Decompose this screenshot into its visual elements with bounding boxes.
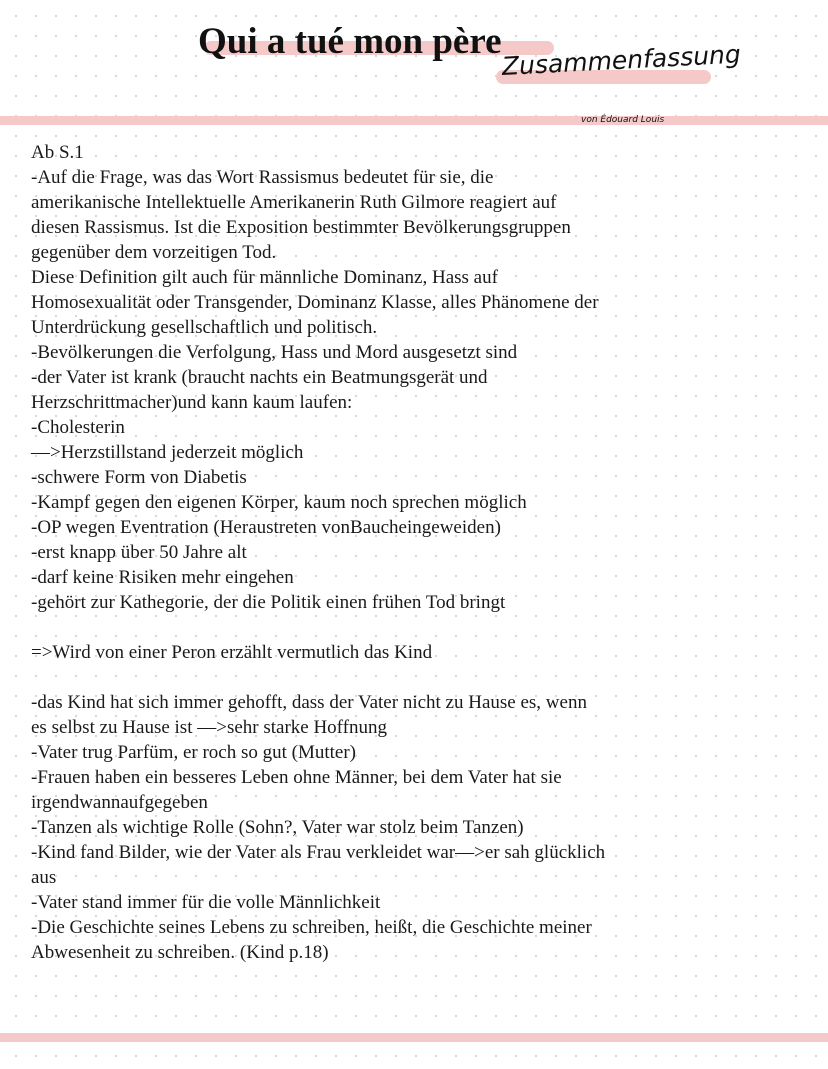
text-line-1: Ab S.1 (31, 142, 84, 163)
text-line-4: diesen Rassismus. Ist die Exposition bestimmter Bevölkerungsgruppen (31, 217, 571, 238)
text-line-6: Diese Definition gilt auch für männliche Dominanz, Hass auf (31, 267, 498, 288)
page-title: Qui a tué mon père (198, 21, 502, 62)
text-line-27: irgendwannaufgegeben (31, 792, 208, 813)
text-line-5: gegenüber dem vorzeitigen Tod. (31, 242, 277, 263)
blank-line (31, 665, 821, 690)
blank-line (31, 615, 821, 640)
text-line-18: -darf keine Risiken mehr eingehen (31, 567, 294, 588)
top-divider-band (0, 116, 828, 125)
text-line-26: -Frauen haben ein besseres Leben ohne Männer, bei dem Vater hat sie (31, 767, 562, 788)
text-line-29: -Kind fand Bilder, wie der Vater als Frau verkleidet war—>er sah glücklich (31, 842, 606, 863)
text-line-33: Abwesenheit zu schreiben. (Kind p.18) (31, 942, 329, 963)
text-line-16: -OP wegen Eventration (Heraustreten vonBaucheingeweiden) (31, 517, 501, 538)
text-line-12: -Cholesterin (31, 417, 125, 438)
text-line-30: aus (31, 867, 57, 888)
text-line-13: —>Herzstillstand jederzeit möglich (31, 442, 304, 463)
text-line-31: -Vater stand immer für die volle Männlichkeit (31, 892, 381, 913)
bottom-divider-band (0, 1033, 828, 1042)
text-line-9: -Bevölkerungen die Verfolgung, Hass und Mord ausgesetzt sind (31, 342, 518, 363)
text-line-10: -der Vater ist krank (braucht nachts ein Beatmungsgerät und (31, 367, 488, 388)
text-line-21: =>Wird von einer Peron erzählt vermutlich das Kind (31, 642, 433, 663)
text-line-19: -gehört zur Kathegorie, der die Politik einen frühen Tod bringt (31, 592, 506, 613)
text-line-8: Unterdrückung gesellschaftlich und politisch. (31, 317, 378, 338)
text-line-25: -Vater trug Parfüm, er roch so gut (Mutter) (31, 742, 357, 763)
text-line-14: -schwere Form von Diabetis (31, 467, 247, 488)
text-line-24: es selbst zu Hause ist —>sehr starke Hoffnung (31, 717, 387, 738)
text-line-23: -das Kind hat sich immer gehofft, dass der Vater nicht zu Hause es, wenn (31, 692, 587, 713)
text-line-28: -Tanzen als wichtige Rolle (Sohn?, Vater war stolz beim Tanzen) (31, 817, 524, 838)
summary-text (31, 140, 821, 965)
text-line-15: -Kampf gegen den eigenen Körper, kaum noch sprechen möglich (31, 492, 527, 513)
text-line-7: Homosexualität oder Transgender, Dominanz Klasse, alles Phänomene der (31, 292, 599, 313)
text-line-2: -Auf die Frage, was das Wort Rassismus bedeutet für sie, die (31, 167, 494, 188)
text-line-32: -Die Geschichte seines Lebens zu schreiben, heißt, die Geschichte meiner (31, 917, 592, 938)
text-line-17: -erst knapp über 50 Jahre alt (31, 542, 247, 563)
text-line-11: Herzschrittmacher)und kann kaum laufen: (31, 392, 353, 413)
text-line-3: amerikanische Intellektuelle Amerikanerin Ruth Gilmore reagiert auf (31, 192, 557, 213)
page-subtitle: Zusammenfassung (501, 39, 742, 81)
author-label: von Édouard Louis (581, 115, 665, 125)
